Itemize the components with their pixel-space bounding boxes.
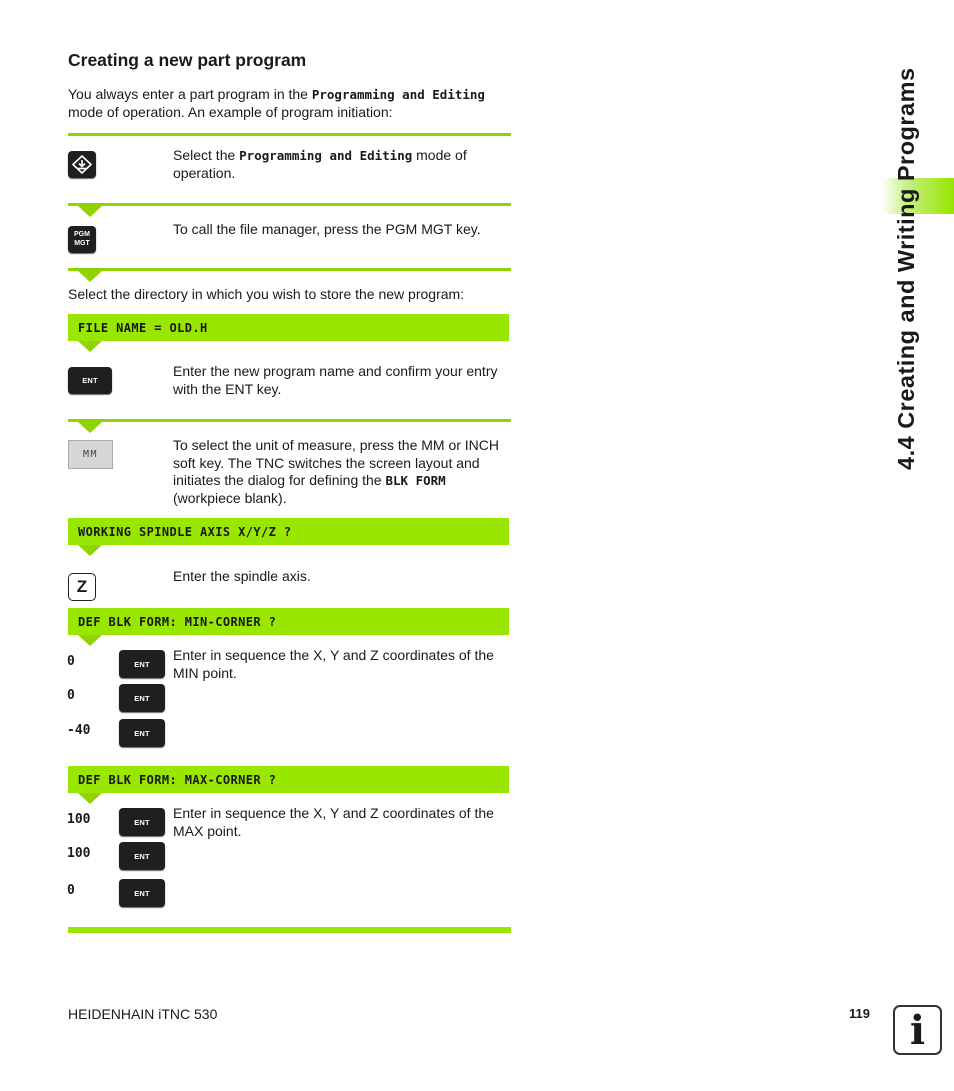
blk-form-code: BLK FORM xyxy=(385,473,446,488)
arrow-down-icon xyxy=(78,271,102,282)
ent-key[interactable]: ENT xyxy=(119,650,165,678)
arrow-down-icon xyxy=(78,422,102,433)
intro-mode-name: Programming and Editing xyxy=(311,87,485,102)
dialog-file-name: FILE NAME = OLD.H xyxy=(68,314,509,341)
dialog-max-corner: DEF BLK FORM: MAX-CORNER ? xyxy=(68,766,509,793)
max-y-value: 100 xyxy=(67,846,91,861)
min-x-value: 0 xyxy=(67,654,75,669)
ent-key[interactable]: ENT xyxy=(119,842,165,870)
max-z-value: 0 xyxy=(67,883,75,898)
arrow-down-icon xyxy=(78,635,102,646)
directory-instruction: Select the directory in which you wish to store the new program: xyxy=(68,286,465,302)
step-spindle-text: Enter the spindle axis. xyxy=(173,568,311,584)
ent-key[interactable]: ENT xyxy=(119,684,165,712)
ent-key[interactable]: ENT xyxy=(119,719,165,747)
programming-editing-icon xyxy=(68,151,96,178)
step-file-manager-text: To call the file manager, press the PGM MGT key. xyxy=(173,221,481,237)
step-select-mode-text: Select the Programming and Editing mode of operation. xyxy=(173,147,467,181)
step-enter-name-text: Enter the new program name and confirm your entry with the ENT key. xyxy=(173,363,498,397)
bottom-rule xyxy=(68,927,511,933)
divider xyxy=(68,133,511,136)
mm-softkey[interactable]: MM xyxy=(68,440,113,469)
step-unit-text: To select the unit of measure, press the MM or INCH soft key. The TNC switches the screen layout and initiates the dialog for defining the BLK FORM (workpiece blank). xyxy=(173,437,500,506)
min-y-value: 0 xyxy=(67,688,75,703)
pgm-mgt-key[interactable]: PGM MGT xyxy=(68,226,96,253)
arrow-down-icon xyxy=(78,545,102,556)
ent-key[interactable]: ENT xyxy=(68,367,112,394)
ent-key[interactable]: ENT xyxy=(119,808,165,836)
programming-mode-key[interactable] xyxy=(68,151,96,178)
info-icon: i xyxy=(893,1005,942,1055)
dialog-spindle-axis: WORKING SPINDLE AXIS X/Y/Z ? xyxy=(68,518,509,545)
z-axis-key[interactable]: Z xyxy=(68,573,96,601)
intro-text: You always enter a part program in the Programming and Editing mode of operation. An example of program initiation: xyxy=(68,86,485,120)
mode-name: Programming and Editing xyxy=(239,148,413,163)
step-min-point-text: Enter in sequence the X, Y and Z coordinates of the MIN point. xyxy=(173,647,494,681)
ent-key[interactable]: ENT xyxy=(119,879,165,907)
page-title: Creating a new part program xyxy=(68,50,307,70)
footer-title: HEIDENHAIN iTNC 530 xyxy=(68,1006,218,1022)
max-x-value: 100 xyxy=(67,812,91,827)
min-z-value: -40 xyxy=(67,723,91,738)
arrow-down-icon xyxy=(78,793,102,804)
arrow-down-icon xyxy=(78,341,102,352)
page-number: 119 xyxy=(849,1006,870,1021)
divider xyxy=(68,419,511,422)
arrow-down-icon xyxy=(78,206,102,217)
divider xyxy=(68,203,511,206)
side-section-title: 4.4 Creating and Writing Programs xyxy=(893,67,919,470)
dialog-min-corner: DEF BLK FORM: MIN-CORNER ? xyxy=(68,608,509,635)
divider xyxy=(68,268,511,271)
step-max-point-text: Enter in sequence the X, Y and Z coordinates of the MAX point. xyxy=(173,805,494,839)
